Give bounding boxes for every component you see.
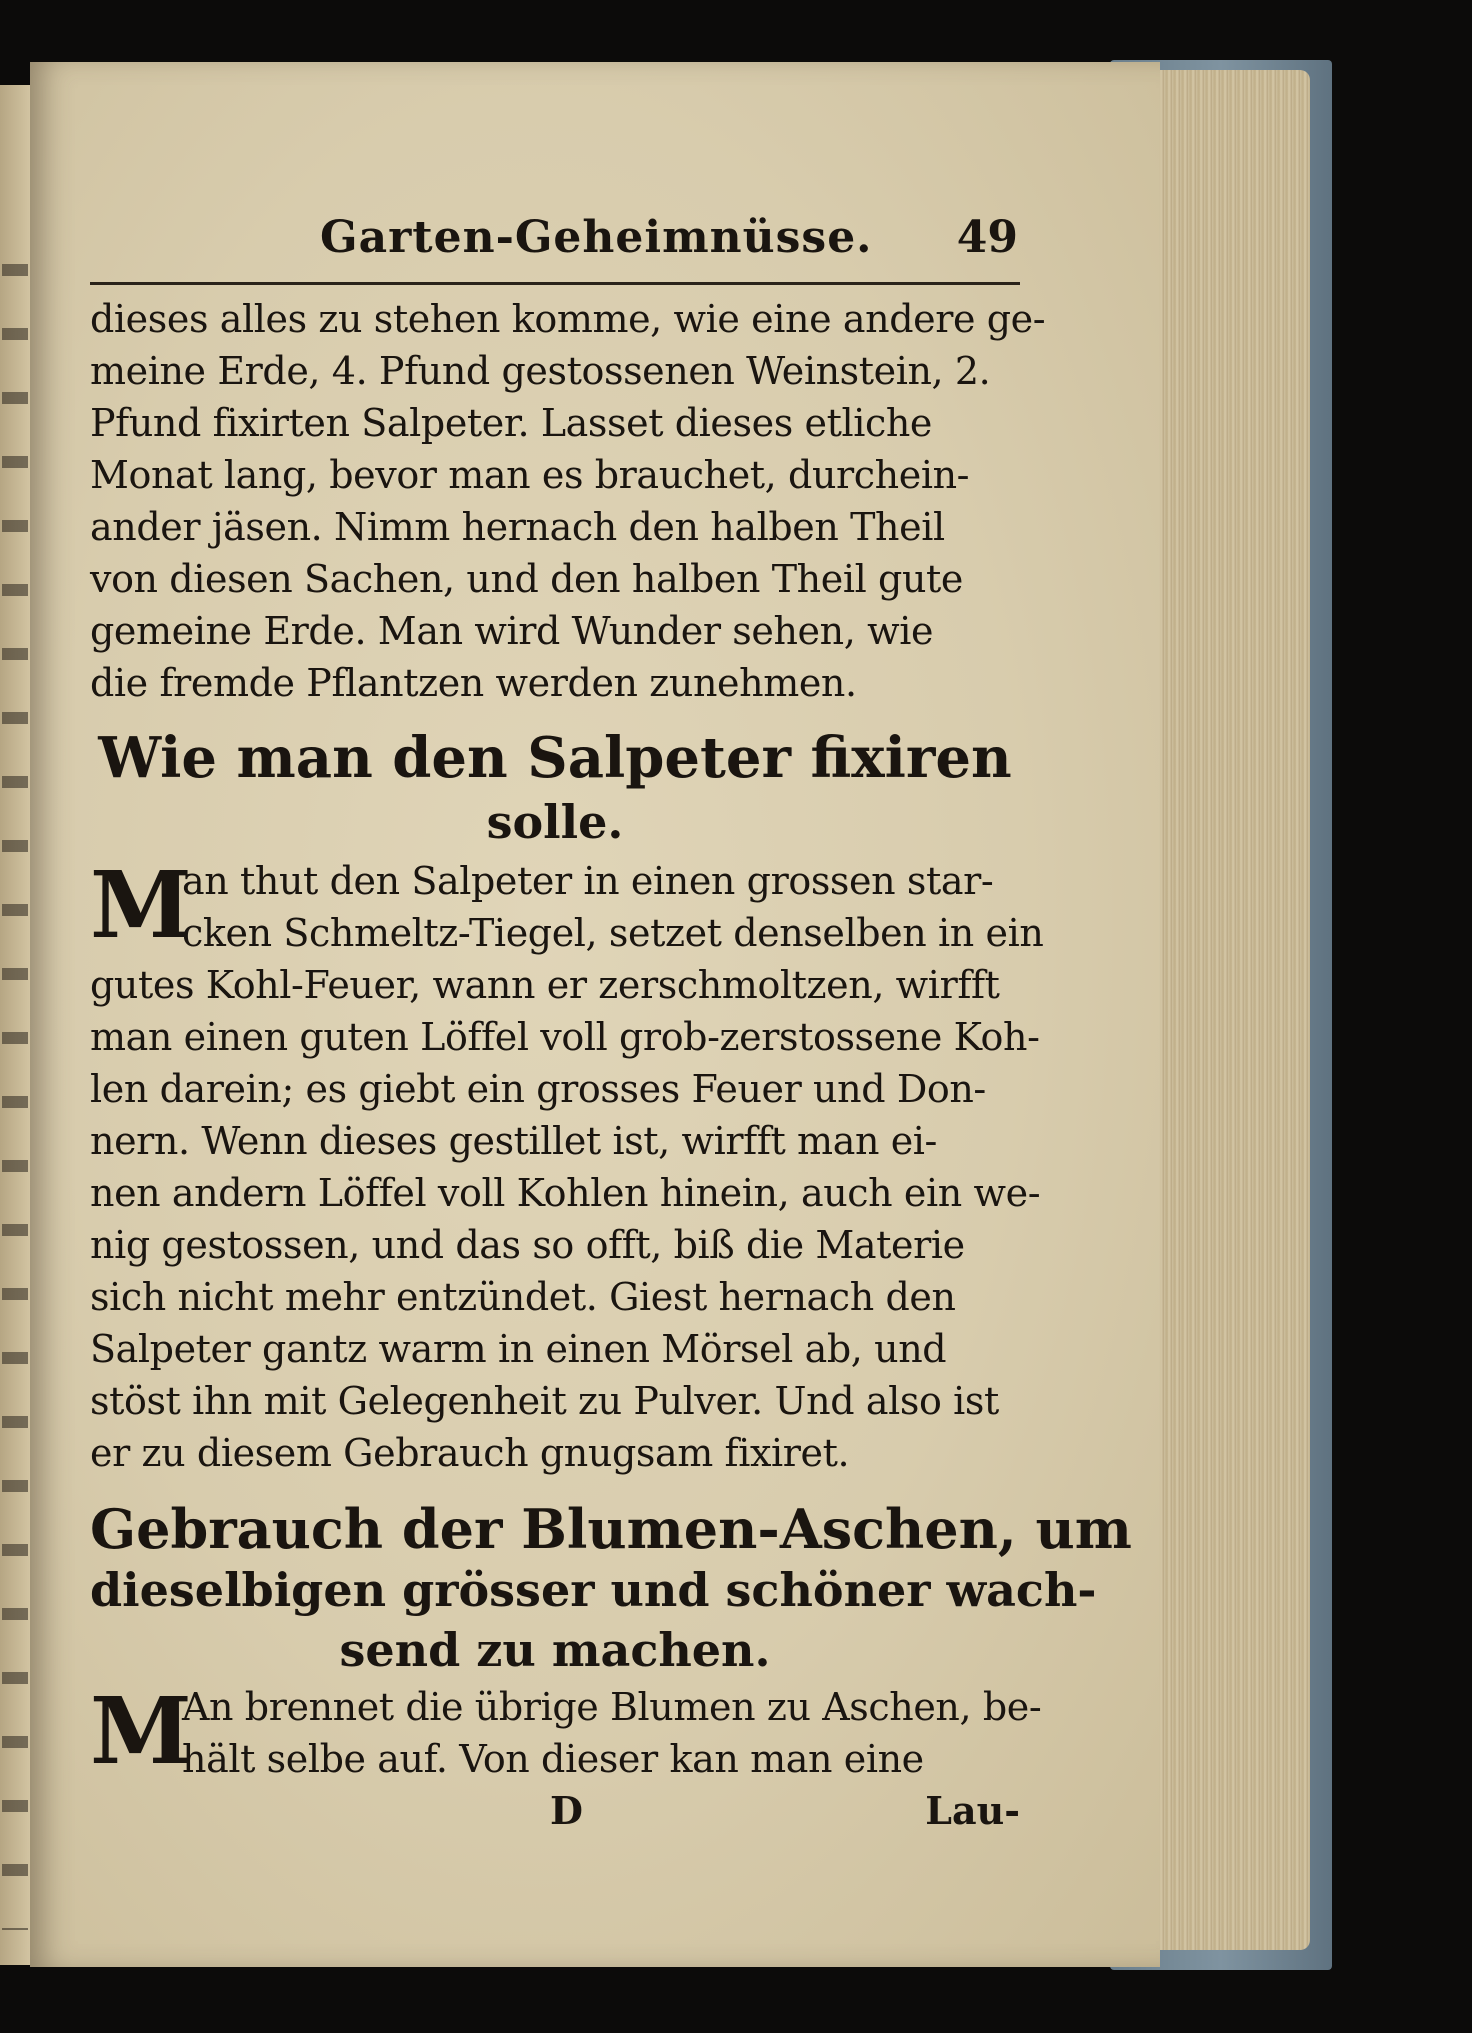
text-line: die fremde Pflantzen werden zunehmen. — [90, 661, 857, 705]
text-line: sich nicht mehr entzündet. Giest hernach den — [90, 1275, 956, 1319]
drop-initial: M — [90, 851, 192, 959]
text-line: nig gestossen, und das so offt, biß die Materie — [90, 1223, 965, 1267]
text-line: nern. Wenn dieses gestillet ist, wirfft man ei- — [90, 1119, 937, 1163]
text-line: ander jäsen. Nimm hernach den halben Theil — [90, 505, 945, 549]
section-heading-salpeter: Wie man den Salpeter fixiren — [98, 725, 1012, 791]
facing-page-text-fragments — [2, 230, 28, 1930]
text-line: cken Schmeltz-Tiegel, setzet denselben in ein — [182, 911, 1044, 955]
text-line: von diesen Sachen, und den halben Theil gute — [90, 557, 963, 601]
drop-initial: M — [90, 1677, 192, 1785]
blumen-aschen-paragraph — [90, 1677, 1042, 1785]
running-title: Garten-Geheimnüsse. — [320, 212, 873, 263]
text-line: Salpeter gantz warm in einen Mörsel ab, und — [90, 1327, 947, 1371]
section-heading-blumen-aschen-cont2: send zu machen. — [339, 1623, 771, 1677]
page-footer — [90, 1785, 1020, 1837]
text-line: er zu diesem Gebrauch gnugsam fixiret. — [90, 1431, 850, 1475]
text-line: len darein; es giebt ein grosses Feuer und Don- — [90, 1067, 986, 1111]
text-line: Monat lang, bevor man es brauchet, durchein- — [90, 453, 970, 497]
section-heading-salpeter-cont: solle. — [486, 795, 624, 849]
page-fore-edge — [1140, 70, 1310, 1950]
text-line: hält selbe auf. Von dieser kan man eine — [182, 1737, 924, 1781]
intro-paragraph — [90, 293, 1046, 709]
running-head — [90, 212, 1020, 285]
catchword: Lau- — [925, 1788, 1020, 1833]
text-line: gutes Kohl-Feuer, wann er zerschmoltzen, wirfft — [90, 963, 1000, 1007]
signature-mark: D — [550, 1788, 583, 1833]
text-line: nen andern Löffel voll Kohlen hinein, auch ein we- — [90, 1171, 1041, 1215]
page-text-block — [90, 212, 1132, 1837]
salpeter-paragraph — [90, 851, 1044, 1479]
text-line: gemeine Erde. Man wird Wunder sehen, wie — [90, 609, 934, 653]
text-line: stöst ihn mit Gelegenheit zu Pulver. Und also ist — [90, 1379, 999, 1423]
recto-page — [30, 62, 1160, 1967]
text-line: an thut den Salpeter in einen grossen star- — [182, 859, 994, 903]
text-line: dieses alles zu stehen komme, wie eine andere ge- — [90, 297, 1046, 341]
section-heading-blumen-aschen-cont: dieselbigen grösser und schöner wach- — [90, 1563, 1097, 1617]
text-line: man einen guten Löffel voll grob-zerstossene Koh- — [90, 1015, 1040, 1059]
section-heading-blumen-aschen: Gebrauch der Blumen-Aschen, um — [90, 1497, 1132, 1561]
text-line: An brennet die übrige Blumen zu Aschen, be- — [182, 1685, 1042, 1729]
page-number: 49 — [956, 212, 1018, 263]
text-line: meine Erde, 4. Pfund gestossenen Weinstein, 2. — [90, 349, 991, 393]
text-line: Pfund fixirten Salpeter. Lasset dieses etliche — [90, 401, 932, 445]
